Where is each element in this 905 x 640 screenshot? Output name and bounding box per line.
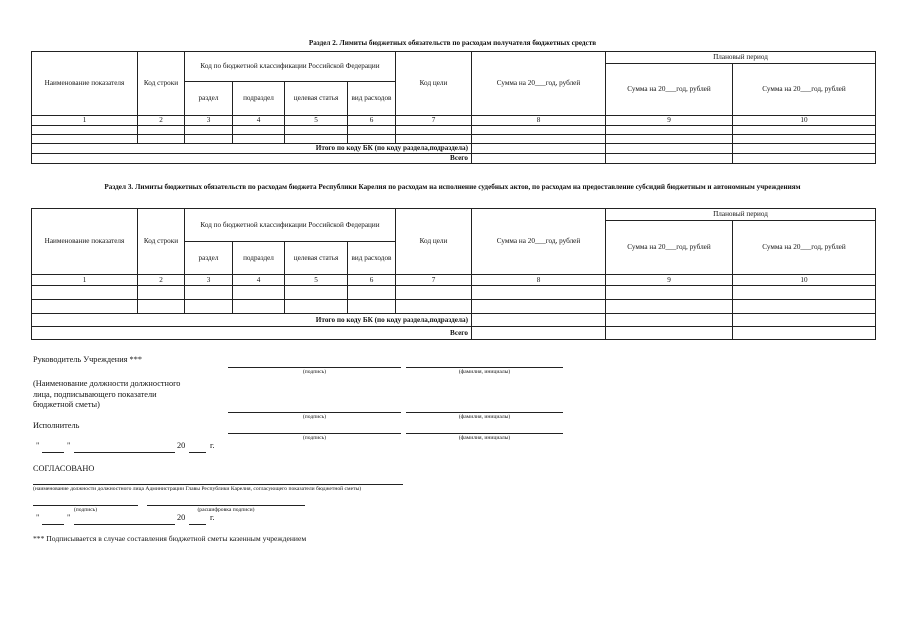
date2-year-prefix: 20 [177,513,186,522]
header-code: Код строки [138,209,185,275]
position-name-caption: (фамилия, инициалы) [458,414,511,420]
agreed-signature-caption: (подпись) [73,507,98,513]
total-all-label: Всего [32,153,472,163]
date-quote-open: " [36,441,40,450]
date2-quote-close: " [67,513,71,522]
date-year-field[interactable] [189,452,206,453]
header-goal-code: Код цели [396,52,472,116]
header-sum-plan2: Сумма на 20___год, рублей [733,64,876,116]
section3-title: Раздел 3. Лимиты бюджетных обязательств по расходам бюджета Республики Карелия по расходам на исполнение судебных актов, по расходам на предоставление субсидий бюджетным и автономным учреждениям [104,183,801,191]
col-num: 4 [233,275,285,286]
section2-title: Раздел 2. Лимиты бюджетных обязательств по расходам получателя бюджетных средств [308,39,597,47]
table-row [32,126,876,135]
header-sum-current: Сумма на 20___год, рублей [472,52,606,116]
total-bk-row [32,314,876,327]
col-num: 10 [733,275,876,286]
header-subsection: подраздел [233,82,285,116]
position-signature-caption: (подпись) [302,414,327,420]
table-row [32,286,876,300]
footnote: *** Подписывается в случае составления бюджетной сметы казенным учреждением [33,534,307,543]
header-sum-current: Сумма на 20___год, рублей [472,209,606,275]
header-name: Наименование показателя [32,209,138,275]
section3-table [31,208,876,340]
header-name: Наименование показателя [32,52,138,116]
total-bk-label: Итого по коду БК (по коду раздела,подраздела) [32,314,472,327]
executor-signature-line[interactable] [228,433,401,434]
date-day-field[interactable] [42,452,64,453]
header-sum-plan1: Сумма на 20___год, рублей [606,64,733,116]
date2-quote-open: " [36,513,40,522]
agreed-decode-caption: (расшифровка подписи) [197,507,255,513]
total-all-row [32,153,876,163]
table-row [32,300,876,314]
header-expense-type: вид расходов [348,82,396,116]
column-number-row [32,275,876,286]
total-bk-row [32,144,876,154]
col-num: 10 [733,116,876,126]
section2-table [31,51,876,164]
col-num: 1 [32,116,138,126]
column-number-row [32,116,876,126]
header-expense-type: вид расходов [348,242,396,275]
executor-label: Исполнитель [33,421,80,430]
head-label: Руководитель Учреждения *** [33,355,142,364]
position-signature-line[interactable] [228,412,401,413]
header-section: раздел [185,82,233,116]
head-name-line[interactable] [406,367,563,368]
col-num: 3 [185,116,233,126]
date2-day-field[interactable] [42,524,64,525]
total-all-label: Всего [32,327,472,340]
agreed-position-caption: (наименование должности должностного лица Администрации Главы Республики Карелия, согласующего показатели бюджетной сметы) [33,486,362,492]
table-row [32,135,876,144]
executor-name-line[interactable] [406,433,563,434]
date2-suffix: г. [210,513,215,522]
head-signature-caption: (подпись) [302,369,327,375]
header-plan-period: Плановый период [606,209,876,221]
col-num: 8 [472,275,606,286]
col-num: 2 [138,275,185,286]
header-subsection: подраздел [233,242,285,275]
header-bk-group: Код по бюджетной классификации Российской Федерации [185,52,396,82]
date2-month-field[interactable] [74,524,175,525]
agreed-position-line[interactable] [33,484,403,485]
executor-name-caption: (фамилия, инициалы) [458,435,511,441]
col-num: 6 [348,116,396,126]
total-bk-label: Итого по коду БК (по коду раздела,подраздела) [32,144,472,154]
col-num: 3 [185,275,233,286]
col-num: 8 [472,116,606,126]
col-num: 9 [606,116,733,126]
col-num: 5 [285,275,348,286]
header-target-item: целевая статья [285,82,348,116]
col-num: 1 [32,275,138,286]
header-plan-period: Плановый период [606,52,876,64]
col-num: 7 [396,275,472,286]
col-num: 7 [396,116,472,126]
col-num: 2 [138,116,185,126]
date-month-field[interactable] [74,452,175,453]
date-suffix: г. [210,441,215,450]
head-signature-line[interactable] [228,367,401,368]
date2-year-field[interactable] [189,524,206,525]
agreed-decode-line[interactable] [147,505,305,506]
head-name-caption: (фамилия, инициалы) [458,369,511,375]
header-bk-group: Код по бюджетной классификации Российской Федерации [185,209,396,242]
executor-signature-caption: (подпись) [302,435,327,441]
date-year-prefix: 20 [177,441,186,450]
position-label: (Наименование должности должностного лица, подписывающего показатели бюджетной сметы) [33,379,181,409]
header-goal-code: Код цели [396,209,472,275]
agreed-signature-line[interactable] [33,505,138,506]
total-all-row [32,327,876,340]
agreed-label: СОГЛАСОВАНО [33,464,95,473]
col-num: 9 [606,275,733,286]
col-num: 4 [233,116,285,126]
header-code: Код строки [138,52,185,116]
header-target-item: целевая статья [285,242,348,275]
col-num: 6 [348,275,396,286]
col-num: 5 [285,116,348,126]
header-sum-plan1: Сумма на 20___год, рублей [606,221,733,275]
position-name-line[interactable] [406,412,563,413]
header-sum-plan2: Сумма на 20___год, рублей [733,221,876,275]
header-section: раздел [185,242,233,275]
date-quote-close: " [67,441,71,450]
